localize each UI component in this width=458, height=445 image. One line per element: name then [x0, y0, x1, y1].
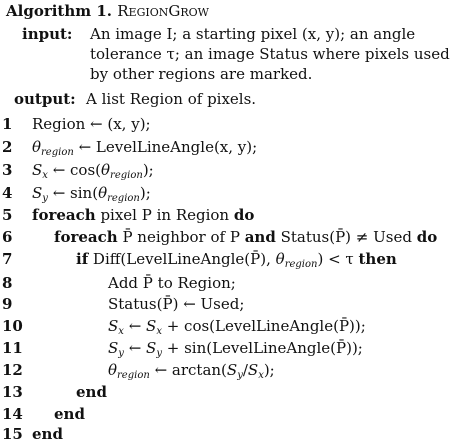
- line-code: end: [32, 425, 63, 443]
- algorithm-title-name: RegionGrow: [117, 2, 209, 20]
- line-number: 6: [2, 228, 13, 246]
- line-code: foreach pixel P in Region do: [32, 206, 255, 224]
- line-number: 12: [2, 361, 23, 379]
- line-code: $S_y$ ← $S_y$ + sin(LevelLineAngle(P̄));: [108, 339, 363, 359]
- line-number: 10: [2, 317, 23, 335]
- line-number: 1: [2, 115, 13, 133]
- line-code: $S_y$ ← $\sin(\theta_{region})$;: [32, 184, 151, 204]
- line-number: 11: [2, 339, 23, 357]
- algorithm-title: [6, 2, 209, 20]
- line-code: Status(P̄) ← Used;: [108, 295, 245, 313]
- input-line-2: tolerance τ; an image Status where pixels used: [90, 45, 450, 63]
- output-text: A list Region of pixels.: [86, 90, 257, 108]
- line-number: 13: [2, 383, 23, 401]
- input-label: input:: [22, 25, 73, 43]
- input-line-3: by other regions are marked.: [90, 65, 313, 83]
- line-number: 14: [2, 405, 23, 423]
- line-code: $S_x$ ← $\cos(\theta_{region})$;: [32, 161, 154, 181]
- line-code: Region ← (x, y);: [32, 115, 151, 133]
- line-number: 7: [2, 250, 13, 268]
- output-label: output:: [14, 90, 76, 108]
- line-code: if Diff(LevelLineAngle(P̄), $\theta_{region}) < \tau$ then: [76, 250, 397, 270]
- line-number: 8: [2, 274, 13, 292]
- line-number: 3: [2, 161, 13, 179]
- line-number: 5: [2, 206, 13, 224]
- line-number: 2: [2, 138, 13, 156]
- line-code: $\theta_{region}$ ← LevelLineAngle(x, y);: [32, 138, 258, 158]
- line-code: end: [76, 383, 107, 401]
- line-code: $\theta_{region}$ ← $\arctan(S_y/S_x)$;: [108, 361, 275, 381]
- line-code: Add P̄ to Region;: [108, 274, 236, 292]
- input-line-1: An image I; a starting pixel (x, y); an angle: [90, 25, 416, 43]
- line-code: foreach P̄ neighbor of P and Status(P̄) ≠ Used do: [54, 228, 438, 246]
- algorithm-title-prefix: Algorithm 1.: [6, 2, 113, 20]
- line-number: 9: [2, 295, 13, 313]
- line-number: 4: [2, 184, 13, 202]
- line-code: $S_x$ ← $S_x$ + cos(LevelLineAngle(P̄));: [108, 317, 366, 337]
- line-code: end: [54, 405, 85, 423]
- line-number: 15: [2, 425, 23, 443]
